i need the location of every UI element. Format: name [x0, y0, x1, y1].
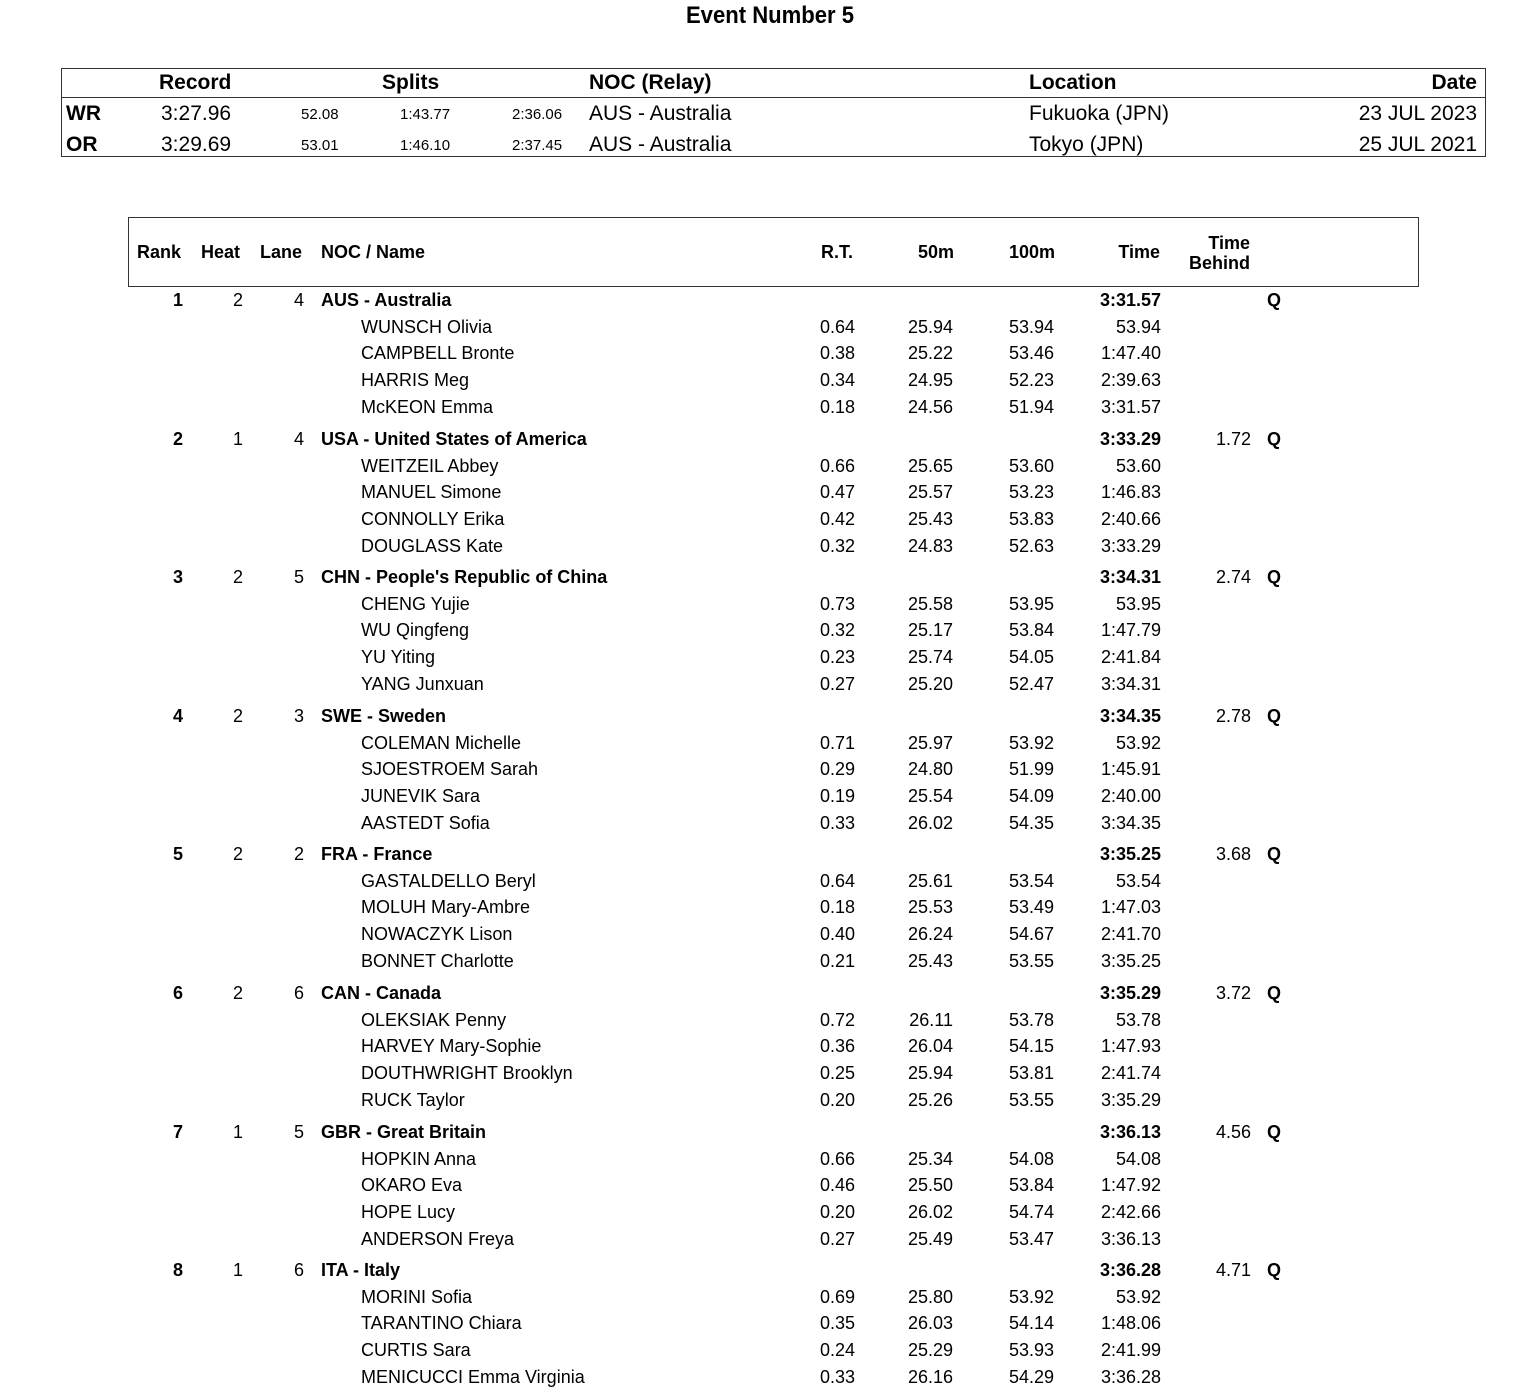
- team-row: [0, 983, 1513, 1009]
- swimmer-cumulative-time: 3:33.29: [1100, 535, 1161, 556]
- swimmer-cumulative-time: 1:47.79: [1100, 620, 1161, 641]
- swimmer-reaction-time: 0.36: [820, 1036, 856, 1057]
- swimmer-cumulative-time: 53.92: [1115, 1286, 1161, 1307]
- swimmer-reaction-time: 0.64: [820, 316, 856, 337]
- swimmer-name: CAMPBELL Bronte: [361, 343, 515, 364]
- swimmer-split-100m: 54.35: [1008, 812, 1054, 833]
- team-noc: CHN - People's Republic of China: [321, 567, 608, 587]
- swimmer-reaction-time: 0.32: [820, 620, 856, 641]
- team-time: 3:31.57: [1099, 290, 1161, 310]
- team-time: 3:34.35: [1099, 706, 1161, 726]
- swimmer-name: OKARO Eva: [361, 1175, 463, 1196]
- swimmer-split-50m: 25.22: [907, 343, 953, 364]
- team-heat: 1: [232, 1260, 243, 1280]
- record-split: 1:43.77: [400, 106, 451, 123]
- swimmer-name: CONNOLLY Erika: [361, 509, 505, 530]
- swimmer-row: [0, 1229, 1513, 1255]
- team-rank: 8: [172, 1260, 183, 1280]
- swimmer-cumulative-time: 2:40.00: [1100, 786, 1161, 807]
- team-heat: 2: [232, 983, 243, 1003]
- swimmer-cumulative-time: 53.95: [1115, 593, 1161, 614]
- team-time-behind: 4.56: [1215, 1122, 1251, 1142]
- team-row: [0, 429, 1513, 455]
- swimmer-name: OLEKSIAK Penny: [361, 1009, 507, 1030]
- swimmer-reaction-time: 0.24: [820, 1340, 856, 1361]
- swimmer-split-50m: 25.20: [907, 673, 953, 694]
- swimmer-cumulative-time: 53.54: [1115, 870, 1161, 891]
- team-heat: 1: [232, 1122, 243, 1142]
- team-lane: 3: [293, 706, 304, 726]
- swimmer-name: WUNSCH Olivia: [361, 316, 493, 337]
- swimmer-row: [0, 1340, 1513, 1366]
- swimmer-split-50m: 26.04: [907, 1036, 953, 1057]
- swimmer-cumulative-time: 2:41.70: [1100, 924, 1161, 945]
- swimmer-reaction-time: 0.21: [820, 950, 856, 971]
- swimmer-name: DOUTHWRIGHT Brooklyn: [361, 1063, 573, 1084]
- team-noc: FRA - France: [321, 844, 433, 864]
- swimmer-row: [0, 536, 1513, 562]
- swimmer-name: YU Yiting: [361, 647, 436, 668]
- swimmer-cumulative-time: 1:47.92: [1100, 1175, 1161, 1196]
- swimmer-split-50m: 25.43: [907, 950, 953, 971]
- swimmer-split-100m: 53.83: [1008, 509, 1054, 530]
- qualified-badge: Q: [1267, 1122, 1282, 1142]
- swimmer-split-100m: 52.23: [1008, 370, 1054, 391]
- swimmer-reaction-time: 0.35: [820, 1313, 856, 1334]
- swimmer-name: ANDERSON Freya: [361, 1228, 515, 1249]
- swimmer-split-100m: 53.84: [1008, 1175, 1054, 1196]
- records-table: [61, 68, 1486, 157]
- team-noc: SWE - Sweden: [321, 706, 447, 726]
- swimmer-split-50m: 25.29: [907, 1340, 953, 1361]
- record-time: 3:29.69: [161, 133, 232, 156]
- swimmer-split-50m: 25.26: [907, 1089, 953, 1110]
- team-time-behind: 3.68: [1215, 844, 1251, 864]
- swimmer-cumulative-time: 2:41.99: [1100, 1340, 1161, 1361]
- team-row: [0, 290, 1513, 316]
- swimmer-split-50m: 26.02: [907, 812, 953, 833]
- swimmer-split-50m: 24.95: [907, 370, 953, 391]
- team-lane: 6: [293, 983, 304, 1003]
- record-split: 53.01: [301, 137, 339, 154]
- swimmer-row: [0, 620, 1513, 646]
- swimmer-split-100m: 52.47: [1008, 673, 1054, 694]
- swimmer-name: HARRIS Meg: [361, 370, 470, 391]
- swimmer-name: HARVEY Mary-Sophie: [361, 1036, 542, 1057]
- swimmer-name: JUNEVIK Sara: [361, 786, 481, 807]
- swimmer-split-50m: 26.11: [909, 1009, 953, 1030]
- swimmer-cumulative-time: 3:36.28: [1100, 1366, 1161, 1387]
- swimmer-split-100m: 53.55: [1008, 950, 1054, 971]
- swimmer-name: HOPE Lucy: [361, 1202, 456, 1223]
- swimmer-row: [0, 482, 1513, 508]
- record-date: 23 JUL 2023: [1358, 102, 1477, 125]
- records-header-location: Location: [1029, 71, 1117, 94]
- swimmer-name: DOUGLASS Kate: [361, 535, 504, 556]
- swimmer-row: [0, 594, 1513, 620]
- swimmer-row: [0, 1202, 1513, 1228]
- team-row: [0, 567, 1513, 593]
- swimmer-row: [0, 1149, 1513, 1175]
- swimmer-split-100m: 53.93: [1008, 1340, 1054, 1361]
- swimmer-reaction-time: 0.64: [820, 870, 856, 891]
- record-noc: AUS - Australia: [589, 133, 732, 156]
- qualified-badge: Q: [1267, 290, 1282, 310]
- swimmer-name: HOPKIN Anna: [361, 1148, 477, 1169]
- team-time-behind: 4.71: [1215, 1260, 1251, 1280]
- swimmer-reaction-time: 0.34: [820, 370, 856, 391]
- qualified-badge: Q: [1267, 983, 1282, 1003]
- swimmer-split-50m: 25.49: [907, 1228, 953, 1249]
- swimmer-split-100m: 53.94: [1008, 316, 1054, 337]
- swimmer-reaction-time: 0.32: [820, 535, 856, 556]
- swimmer-reaction-time: 0.27: [820, 1228, 856, 1249]
- team-row: [0, 1122, 1513, 1148]
- team-row: [0, 1260, 1513, 1286]
- team-noc: USA - United States of America: [321, 429, 587, 449]
- header-50m: 50m: [917, 242, 954, 262]
- swimmer-cumulative-time: 1:47.03: [1100, 897, 1161, 918]
- swimmer-cumulative-time: 3:35.29: [1100, 1089, 1161, 1110]
- swimmer-row: [0, 1063, 1513, 1089]
- swimmer-split-50m: 25.58: [907, 593, 953, 614]
- swimmer-name: CHENG Yujie: [361, 593, 470, 614]
- team-noc: ITA - Italy: [321, 1260, 401, 1280]
- swimmer-row: [0, 674, 1513, 700]
- swimmer-row: [0, 370, 1513, 396]
- swimmer-name: MOLUH Mary-Ambre: [361, 897, 531, 918]
- swimmer-split-50m: 26.24: [907, 924, 953, 945]
- team-heat: 2: [232, 706, 243, 726]
- swimmer-split-100m: 54.67: [1008, 924, 1054, 945]
- swimmer-split-50m: 25.43: [907, 509, 953, 530]
- team-time-behind: 3.72: [1215, 983, 1251, 1003]
- swimmer-split-100m: 54.74: [1008, 1202, 1054, 1223]
- swimmer-reaction-time: 0.29: [820, 759, 856, 780]
- record-split: 2:37.45: [512, 137, 563, 154]
- swimmer-reaction-time: 0.47: [820, 482, 856, 503]
- swimmer-name: WEITZEIL Abbey: [361, 455, 499, 476]
- swimmer-row: [0, 1010, 1513, 1036]
- team-heat: 2: [232, 844, 243, 864]
- team-rank: 1: [172, 290, 183, 310]
- team-rank: 2: [172, 429, 183, 449]
- swimmer-split-50m: 25.94: [907, 316, 953, 337]
- results-header: [128, 217, 1419, 287]
- swimmer-reaction-time: 0.20: [820, 1089, 856, 1110]
- records-header-splits: Splits: [382, 71, 440, 94]
- swimmer-name: NOWACZYK Lison: [361, 924, 513, 945]
- swimmer-cumulative-time: 2:39.63: [1100, 370, 1161, 391]
- swimmer-row: [0, 1287, 1513, 1313]
- swimmer-name: TARANTINO Chiara: [361, 1313, 522, 1334]
- team-time: 3:33.29: [1099, 429, 1161, 449]
- swimmer-cumulative-time: 1:45.91: [1100, 759, 1161, 780]
- swimmer-reaction-time: 0.46: [820, 1175, 856, 1196]
- swimmer-cumulative-time: 53.94: [1115, 316, 1161, 337]
- swimmer-reaction-time: 0.23: [820, 647, 856, 668]
- swimmer-split-50m: 24.83: [907, 535, 953, 556]
- swimmer-cumulative-time: 3:35.25: [1100, 950, 1161, 971]
- swimmer-row: [0, 759, 1513, 785]
- swimmer-split-100m: 53.46: [1008, 343, 1054, 364]
- team-noc: CAN - Canada: [321, 983, 442, 1003]
- swimmer-cumulative-time: 1:47.93: [1100, 1036, 1161, 1057]
- swimmer-split-100m: 51.99: [1008, 759, 1054, 780]
- swimmer-reaction-time: 0.33: [820, 812, 856, 833]
- record-location: Tokyo (JPN): [1029, 133, 1144, 156]
- swimmer-split-100m: 53.55: [1008, 1089, 1054, 1110]
- swimmer-name: COLEMAN Michelle: [361, 732, 522, 753]
- swimmer-reaction-time: 0.69: [820, 1286, 856, 1307]
- records-header-date: Date: [1431, 71, 1477, 94]
- team-lane: 4: [293, 290, 304, 310]
- swimmer-cumulative-time: 53.60: [1115, 455, 1161, 476]
- record-split: 1:46.10: [400, 137, 451, 154]
- team-row: [0, 844, 1513, 870]
- swimmer-split-50m: 25.17: [907, 620, 953, 641]
- swimmer-split-100m: 53.78: [1008, 1009, 1054, 1030]
- records-header-record: Record: [159, 71, 232, 94]
- swimmer-split-100m: 53.49: [1008, 897, 1054, 918]
- team-noc: GBR - Great Britain: [321, 1122, 487, 1142]
- swimmer-name: GASTALDELLO Beryl: [361, 870, 536, 891]
- swimmer-reaction-time: 0.25: [820, 1063, 856, 1084]
- swimmer-name: YANG Junxuan: [361, 673, 484, 694]
- swimmer-split-100m: 53.81: [1008, 1063, 1054, 1084]
- swimmer-name: McKEON Emma: [361, 396, 494, 417]
- team-rank: 5: [172, 844, 183, 864]
- team-lane: 6: [293, 1260, 304, 1280]
- swimmer-row: [0, 924, 1513, 950]
- swimmer-row: [0, 1175, 1513, 1201]
- qualified-badge: Q: [1267, 567, 1282, 587]
- swimmer-split-100m: 54.05: [1008, 647, 1054, 668]
- swimmer-name: BONNET Charlotte: [361, 950, 514, 971]
- swimmer-name: WU Qingfeng: [361, 620, 470, 641]
- swimmer-row: [0, 951, 1513, 977]
- swimmer-split-50m: 25.65: [907, 455, 953, 476]
- swimmer-split-100m: 53.47: [1008, 1228, 1054, 1249]
- swimmer-split-100m: 53.95: [1008, 593, 1054, 614]
- team-row: [0, 706, 1513, 732]
- team-rank: 7: [172, 1122, 183, 1142]
- swimmer-split-100m: 53.60: [1008, 455, 1054, 476]
- swimmer-split-50m: 26.16: [907, 1366, 953, 1387]
- team-time-behind: 2.74: [1215, 567, 1251, 587]
- team-noc: AUS - Australia: [321, 290, 452, 310]
- swimmer-split-50m: 24.56: [907, 396, 953, 417]
- qualified-badge: Q: [1267, 1260, 1282, 1280]
- swimmer-row: [0, 397, 1513, 423]
- swimmer-cumulative-time: 3:36.13: [1100, 1228, 1161, 1249]
- swimmer-reaction-time: 0.72: [820, 1009, 856, 1030]
- swimmer-split-100m: 54.09: [1008, 786, 1054, 807]
- swimmer-reaction-time: 0.66: [820, 455, 856, 476]
- swimmer-row: [0, 317, 1513, 343]
- header-rt: R.T.: [821, 242, 854, 262]
- team-time-behind: 2.78: [1215, 706, 1251, 726]
- team-time: 3:34.31: [1099, 567, 1161, 587]
- records-header-noc: NOC (Relay): [589, 71, 712, 94]
- header-heat: Heat: [201, 242, 241, 262]
- swimmer-reaction-time: 0.33: [820, 1366, 856, 1387]
- swimmer-row: [0, 509, 1513, 535]
- swimmer-name: SJOESTROEM Sarah: [361, 759, 539, 780]
- page-title: Event Number 5: [685, 2, 855, 29]
- team-heat: 2: [232, 290, 243, 310]
- swimmer-row: [0, 733, 1513, 759]
- header-lane: Lane: [260, 242, 303, 262]
- swimmer-split-100m: 53.92: [1008, 1286, 1054, 1307]
- swimmer-split-50m: 25.80: [907, 1286, 953, 1307]
- swimmer-split-50m: 25.61: [907, 870, 953, 891]
- swimmer-cumulative-time: 1:47.40: [1100, 343, 1161, 364]
- record-type: WR: [66, 102, 101, 125]
- swimmer-split-100m: 54.29: [1008, 1366, 1054, 1387]
- swimmer-reaction-time: 0.19: [820, 786, 856, 807]
- swimmer-split-100m: 53.84: [1008, 620, 1054, 641]
- swimmer-row: [0, 871, 1513, 897]
- team-time: 3:36.28: [1099, 1260, 1161, 1280]
- record-location: Fukuoka (JPN): [1029, 102, 1170, 125]
- swimmer-cumulative-time: 3:31.57: [1100, 396, 1161, 417]
- swimmer-split-100m: 53.54: [1008, 870, 1054, 891]
- header-noc-name: NOC / Name: [321, 242, 426, 262]
- swimmer-split-50m: 26.03: [907, 1313, 953, 1334]
- header-100m: 100m: [1008, 242, 1055, 262]
- swimmer-row: [0, 647, 1513, 673]
- swimmer-split-100m: 54.15: [1008, 1036, 1054, 1057]
- swimmer-cumulative-time: 53.78: [1115, 1009, 1161, 1030]
- swimmer-cumulative-time: 1:46.83: [1100, 482, 1161, 503]
- swimmer-split-100m: 54.14: [1008, 1313, 1054, 1334]
- team-time-behind: 1.72: [1215, 429, 1251, 449]
- swimmer-cumulative-time: 1:48.06: [1100, 1313, 1161, 1334]
- swimmer-split-100m: 53.23: [1008, 482, 1054, 503]
- swimmer-row: [0, 1036, 1513, 1062]
- record-split: 52.08: [301, 106, 339, 123]
- team-time: 3:36.13: [1099, 1122, 1161, 1142]
- team-heat: 1: [232, 429, 243, 449]
- swimmer-split-100m: 51.94: [1008, 396, 1054, 417]
- swimmer-reaction-time: 0.71: [820, 732, 856, 753]
- swimmer-split-50m: 25.34: [907, 1148, 953, 1169]
- swimmer-row: [0, 1367, 1513, 1393]
- team-rank: 6: [172, 983, 183, 1003]
- qualified-badge: Q: [1267, 844, 1282, 864]
- header-rank: Rank: [137, 242, 182, 262]
- record-split: 2:36.06: [512, 106, 563, 123]
- swimmer-split-100m: 52.63: [1008, 535, 1054, 556]
- swimmer-name: MORINI Sofia: [361, 1286, 473, 1307]
- swimmer-split-50m: 25.50: [907, 1175, 953, 1196]
- swimmer-reaction-time: 0.18: [820, 396, 856, 417]
- team-time: 3:35.29: [1099, 983, 1161, 1003]
- team-lane: 5: [293, 1122, 304, 1142]
- swimmer-split-50m: 24.80: [907, 759, 953, 780]
- team-lane: 4: [293, 429, 304, 449]
- swimmer-reaction-time: 0.73: [820, 593, 856, 614]
- swimmer-cumulative-time: 2:42.66: [1100, 1202, 1161, 1223]
- swimmer-name: MANUEL Simone: [361, 482, 502, 503]
- team-lane: 2: [293, 844, 304, 864]
- swimmer-reaction-time: 0.38: [820, 343, 856, 364]
- swimmer-row: [0, 897, 1513, 923]
- swimmer-reaction-time: 0.18: [820, 897, 856, 918]
- swimmer-cumulative-time: 53.92: [1115, 732, 1161, 753]
- swimmer-row: [0, 456, 1513, 482]
- header-time: Time: [1118, 242, 1160, 262]
- swimmer-name: AASTEDT Sofia: [361, 812, 490, 833]
- team-rank: 3: [172, 567, 183, 587]
- swimmer-cumulative-time: 3:34.35: [1100, 812, 1161, 833]
- records-header-divider: [62, 97, 1485, 98]
- record-date: 25 JUL 2021: [1358, 133, 1477, 156]
- swimmer-name: RUCK Taylor: [361, 1089, 465, 1110]
- team-lane: 5: [293, 567, 304, 587]
- swimmer-cumulative-time: 3:34.31: [1100, 673, 1161, 694]
- swimmer-row: [0, 813, 1513, 839]
- swimmer-split-50m: 25.53: [907, 897, 953, 918]
- swimmer-split-100m: 54.08: [1008, 1148, 1054, 1169]
- swimmer-split-50m: 25.54: [907, 786, 953, 807]
- record-time: 3:27.96: [161, 102, 232, 125]
- swimmer-split-50m: 25.74: [907, 647, 953, 668]
- swimmer-cumulative-time: 2:41.84: [1100, 647, 1161, 668]
- swimmer-name: CURTIS Sara: [361, 1340, 471, 1361]
- qualified-badge: Q: [1267, 706, 1282, 726]
- swimmer-reaction-time: 0.40: [820, 924, 856, 945]
- swimmer-reaction-time: 0.27: [820, 673, 856, 694]
- swimmer-split-50m: 26.02: [907, 1202, 953, 1223]
- header-time-behind-line2: Behind: [1189, 253, 1250, 273]
- record-type: OR: [66, 133, 98, 156]
- swimmer-row: [0, 1313, 1513, 1339]
- swimmer-cumulative-time: 54.08: [1115, 1148, 1161, 1169]
- swimmer-split-50m: 25.94: [907, 1063, 953, 1084]
- record-noc: AUS - Australia: [589, 102, 732, 125]
- header-time-behind-line1: Time: [1208, 233, 1250, 253]
- swimmer-reaction-time: 0.42: [820, 509, 856, 530]
- swimmer-cumulative-time: 2:40.66: [1100, 509, 1161, 530]
- team-rank: 4: [172, 706, 183, 726]
- swimmer-row: [0, 1090, 1513, 1116]
- swimmer-reaction-time: 0.20: [820, 1202, 856, 1223]
- swimmer-row: [0, 786, 1513, 812]
- swimmer-reaction-time: 0.66: [820, 1148, 856, 1169]
- team-time: 3:35.25: [1099, 844, 1161, 864]
- qualified-badge: Q: [1267, 429, 1282, 449]
- swimmer-split-50m: 25.57: [907, 482, 953, 503]
- swimmer-cumulative-time: 2:41.74: [1100, 1063, 1161, 1084]
- swimmer-split-100m: 53.92: [1008, 732, 1054, 753]
- swimmer-name: MENICUCCI Emma Virginia: [361, 1366, 585, 1387]
- swimmer-split-50m: 25.97: [907, 732, 953, 753]
- team-heat: 2: [232, 567, 243, 587]
- swimmer-row: [0, 343, 1513, 369]
